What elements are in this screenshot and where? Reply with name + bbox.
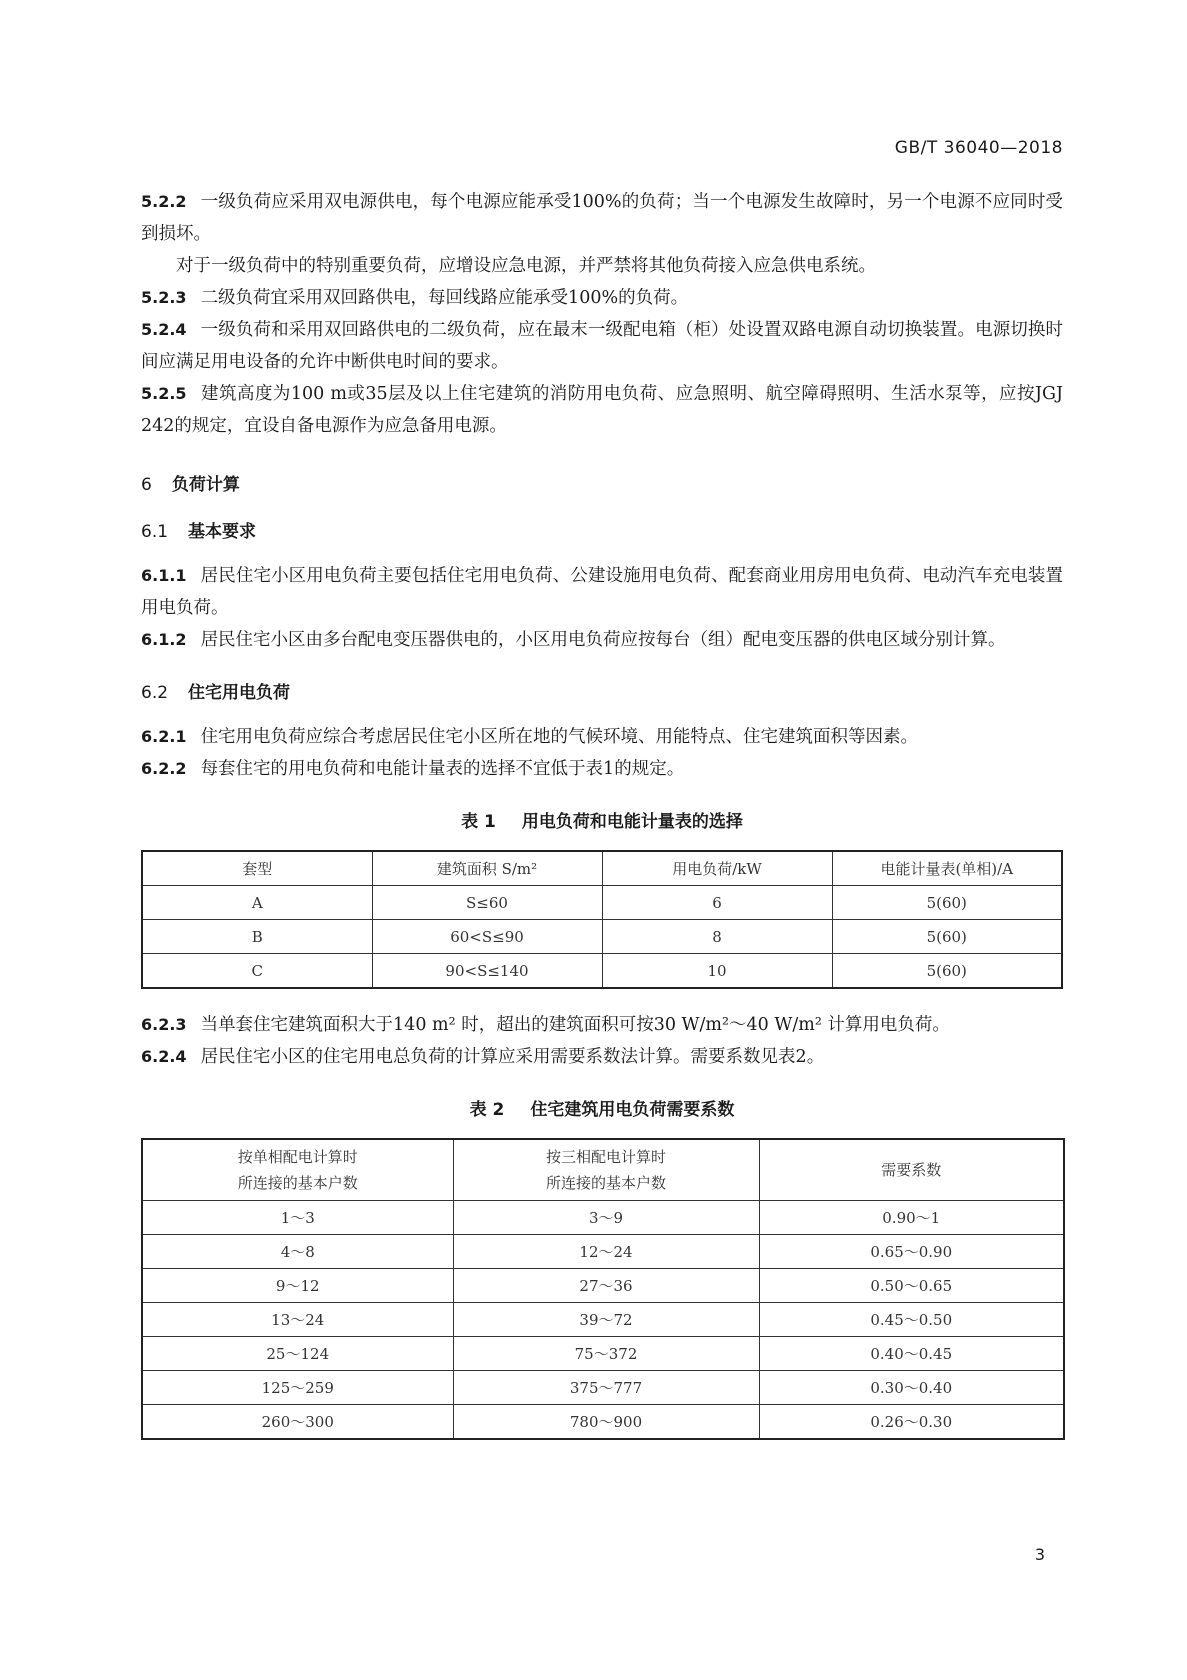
clause-text: 居民住宅小区用电负荷主要包括住宅用电负荷、公建设施用电负荷、配套商业用房用电负荷、电动汽车充电装置用电负荷。 — [141, 566, 1063, 618]
page-number: 3 — [1034, 1545, 1045, 1564]
clause-number: 6.2.3 — [141, 1015, 187, 1034]
table-cell: 260～300 — [142, 1405, 453, 1440]
clause-text: 每套住宅的用电负荷和电能计量表的选择不宜低于表1的规定。 — [200, 759, 685, 779]
table-row — [142, 1269, 1064, 1303]
clause-text: 一级负荷和采用双回路供电的二级负荷，应在最末一级配电箱（柜）处设置双路电源自动切换装置。电源切换时间应满足用电设备的允许中断供电时间的要求。 — [141, 320, 1063, 372]
heading-title: 负荷计算 — [171, 475, 240, 495]
clause-number: 5.2.4 — [141, 320, 187, 339]
clause-6-2-4 — [141, 1041, 1063, 1073]
table-number: 表 2 — [469, 1100, 505, 1120]
table-cell: 13～24 — [142, 1303, 453, 1337]
table-cell: 0.26～0.30 — [759, 1405, 1064, 1440]
table-cell: B — [142, 920, 372, 954]
header-cell — [142, 1139, 453, 1201]
clause-6-2-2 — [141, 753, 1063, 785]
clause-5-2-3 — [141, 282, 1063, 314]
table-number: 表 1 — [461, 812, 496, 832]
table-cell: S≤60 — [372, 886, 602, 920]
table-cell: 0.90～1 — [759, 1201, 1064, 1235]
table-cell: 8 — [602, 920, 832, 954]
table-cell: 125～259 — [142, 1371, 453, 1405]
clause-number: 5.2.5 — [141, 384, 187, 403]
clause-5-2-2-note — [141, 250, 1063, 282]
clause-text: 当单套住宅建筑面积大于140 m² 时，超出的建筑面积可按30 W/m²～40 W/m² 计算用电负荷。 — [200, 1015, 950, 1035]
table-cell: 375～777 — [453, 1371, 759, 1405]
clause-6-1-1 — [141, 560, 1063, 624]
table-cell: 0.65～0.90 — [759, 1235, 1064, 1269]
table-1 — [141, 850, 1063, 989]
table-2 — [141, 1138, 1065, 1440]
clause-5-2-2 — [141, 186, 1063, 250]
section-heading-6-2 — [141, 678, 1063, 703]
table-row — [142, 1201, 1064, 1235]
header-line: 所连接的基本户数 — [237, 1174, 358, 1192]
clause-number: 6.1.1 — [141, 566, 187, 585]
clause-number: 6.2.4 — [141, 1047, 187, 1066]
header-line: 按三相配电计算时 — [545, 1148, 666, 1166]
table-cell: 5(60) — [832, 920, 1062, 954]
clause-5-2-4 — [141, 314, 1063, 378]
header-cell: 用电负荷/kW — [602, 851, 832, 886]
table-cell: 27～36 — [453, 1269, 759, 1303]
clause-number: 6.2.1 — [141, 727, 187, 746]
table-cell: 60<S≤90 — [372, 920, 602, 954]
table-row — [142, 886, 1062, 920]
table-cell: 0.50～0.65 — [759, 1269, 1064, 1303]
clause-number: 5.2.2 — [141, 192, 187, 211]
section-heading-6-1 — [141, 517, 1063, 542]
clause-text: 一级负荷应采用双电源供电，每个电源应能承受100%的负荷；当一个电源发生故障时，另一个电源不应同时受到损坏。 — [141, 192, 1063, 244]
clause-5-2-5 — [141, 378, 1063, 442]
table-cell: 39～72 — [453, 1303, 759, 1337]
table-cell: 3～9 — [453, 1201, 759, 1235]
table-cell: 10 — [602, 954, 832, 989]
standard-code: GB/T 36040—2018 — [894, 138, 1063, 158]
table-cell: 0.40～0.45 — [759, 1337, 1064, 1371]
table-2-caption — [141, 1095, 1063, 1120]
table-cell: 780～900 — [453, 1405, 759, 1440]
header-cell: 需要系数 — [759, 1139, 1064, 1201]
clause-text: 居民住宅小区由多台配电变压器供电的，小区用电负荷应按每台（组）配电变压器的供电区域分别计算。 — [200, 630, 1006, 650]
table-row — [142, 920, 1062, 954]
table-cell: 9～12 — [142, 1269, 453, 1303]
clause-text: 二级负荷宜采用双回路供电，每回线路应能承受100%的负荷。 — [200, 288, 689, 308]
heading-title: 住宅用电负荷 — [188, 683, 291, 703]
heading-number: 6.2 — [141, 683, 169, 703]
table-cell: 5(60) — [832, 886, 1062, 920]
header-cell: 建筑面积 S/m² — [372, 851, 602, 886]
table-row — [142, 1337, 1064, 1371]
table-cell: 4～8 — [142, 1235, 453, 1269]
clause-6-2-1 — [141, 721, 1063, 753]
table-cell: 0.45～0.50 — [759, 1303, 1064, 1337]
table-cell: 6 — [602, 886, 832, 920]
table-row — [142, 1371, 1064, 1405]
page-content — [141, 186, 1063, 1440]
table-row — [142, 1303, 1064, 1337]
table-1-caption — [141, 807, 1063, 832]
heading-number: 6.1 — [141, 522, 169, 542]
header-cell — [453, 1139, 759, 1201]
heading-title: 基本要求 — [188, 522, 257, 542]
table-header-row — [142, 1139, 1064, 1201]
header-cell: 电能计量表(单相)/A — [832, 851, 1062, 886]
section-heading-6 — [141, 470, 1063, 495]
header-line: 所连接的基本户数 — [545, 1174, 666, 1192]
clause-text: 住宅用电负荷应综合考虑居民住宅小区所在地的气候环境、用能特点、住宅建筑面积等因素。 — [200, 727, 919, 747]
table-row — [142, 1405, 1064, 1440]
table-cell: 0.30～0.40 — [759, 1371, 1064, 1405]
clause-number: 5.2.3 — [141, 288, 187, 307]
clause-number: 6.1.2 — [141, 630, 187, 649]
table-cell: 75～372 — [453, 1337, 759, 1371]
clause-text: 对于一级负荷中的特别重要负荷，应增设应急电源，并严禁将其他负荷接入应急供电系统。 — [176, 256, 876, 276]
header-cell: 套型 — [142, 851, 372, 886]
clause-number: 6.2.2 — [141, 759, 187, 778]
table-row — [142, 1235, 1064, 1269]
table-cell: A — [142, 886, 372, 920]
clause-text: 建筑高度为100 m或35层及以上住宅建筑的消防用电负荷、应急照明、航空障碍照明、生活水泵等，应按JGJ 242的规定，宜设自备电源作为应急备用电源。 — [141, 384, 1063, 436]
table-cell: 90<S≤140 — [372, 954, 602, 989]
table-cell: 25～124 — [142, 1337, 453, 1371]
table-cell: 1～3 — [142, 1201, 453, 1235]
clause-text: 居民住宅小区的住宅用电总负荷的计算应采用需要系数法计算。需要系数见表2。 — [200, 1047, 825, 1067]
table-title: 用电负荷和电能计量表的选择 — [521, 812, 743, 832]
header-line: 按单相配电计算时 — [237, 1148, 358, 1166]
clause-6-2-3 — [141, 1009, 1063, 1041]
table-row — [142, 954, 1062, 989]
table-header-row — [142, 851, 1062, 886]
clause-6-1-2 — [141, 624, 1063, 656]
table-cell: C — [142, 954, 372, 989]
table-cell: 12～24 — [453, 1235, 759, 1269]
heading-number: 6 — [141, 475, 152, 495]
table-cell: 5(60) — [832, 954, 1062, 989]
table-title: 住宅建筑用电负荷需要系数 — [530, 1100, 735, 1120]
